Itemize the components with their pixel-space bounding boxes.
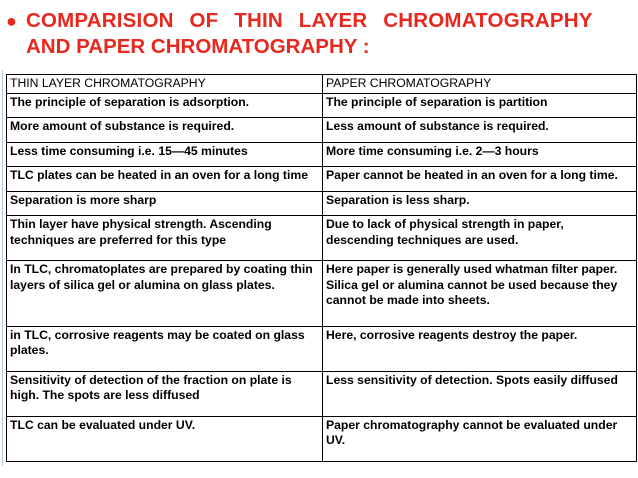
comparison-table <box>6 74 637 462</box>
cell-tlc: Thin layer have physical strength. Ascending techniques are preferred for this type <box>7 216 323 261</box>
slide-edge-line <box>2 70 3 466</box>
slide-title <box>6 8 631 60</box>
table-row <box>7 93 637 118</box>
cell-tlc: Less time consuming i.e. 15—45 minutes <box>7 142 323 167</box>
cell-tlc: The principle of separation is adsorption. <box>7 93 323 118</box>
cell-paper: Due to lack of physical strength in paper, descending techniques are used. <box>323 216 637 261</box>
title-line-2: AND PAPER CHROMATOGRAPHY : <box>26 35 370 58</box>
cell-paper: Here, corrosive reagents destroy the paper. <box>323 326 637 371</box>
cell-paper: Paper chromatography cannot be evaluated under UV. <box>323 416 637 461</box>
title-line-1-row <box>6 8 631 34</box>
title-line-1: COMPARISION OF THIN LAYER CHROMATOGRAPHY <box>26 9 593 32</box>
table-row <box>7 261 637 327</box>
cell-tlc: TLC plates can be heated in an oven for a long time <box>7 167 323 192</box>
header-tlc: THIN LAYER CHROMATOGRAPHY <box>7 75 323 94</box>
cell-tlc: In TLC, chromatoplates are prepared by coating thin layers of silica gel or alumina on glass plates. <box>7 261 323 327</box>
cell-paper: Separation is less sharp. <box>323 191 637 216</box>
table-row <box>7 167 637 192</box>
table-row <box>7 416 637 461</box>
table-row <box>7 216 637 261</box>
bullet-icon: ● <box>6 11 17 31</box>
cell-tlc: in TLC, corrosive reagents may be coated on glass plates. <box>7 326 323 371</box>
table-row <box>7 118 637 143</box>
cell-tlc: Separation is more sharp <box>7 191 323 216</box>
cell-tlc: TLC can be evaluated under UV. <box>7 416 323 461</box>
cell-tlc: More amount of substance is required. <box>7 118 323 143</box>
header-paper: PAPER CHROMATOGRAPHY <box>323 75 637 94</box>
table-row <box>7 191 637 216</box>
table-row <box>7 371 637 416</box>
cell-paper: Paper cannot be heated in an oven for a long time. <box>323 167 637 192</box>
cell-paper: Less amount of substance is required. <box>323 118 637 143</box>
cell-paper: The principle of separation is partition <box>323 93 637 118</box>
cell-paper: More time consuming i.e. 2—3 hours <box>323 142 637 167</box>
cell-paper: Here paper is generally used whatman filter paper. Silica gel or alumina cannot be used because they cannot be made into sheets. <box>323 261 637 327</box>
table-header-row <box>7 75 637 94</box>
cell-tlc: Sensitivity of detection of the fraction on plate is high. The spots are less diffused <box>7 371 323 416</box>
table-row <box>7 326 637 371</box>
table-row <box>7 142 637 167</box>
cell-paper: Less sensitivity of detection. Spots easily diffused <box>323 371 637 416</box>
